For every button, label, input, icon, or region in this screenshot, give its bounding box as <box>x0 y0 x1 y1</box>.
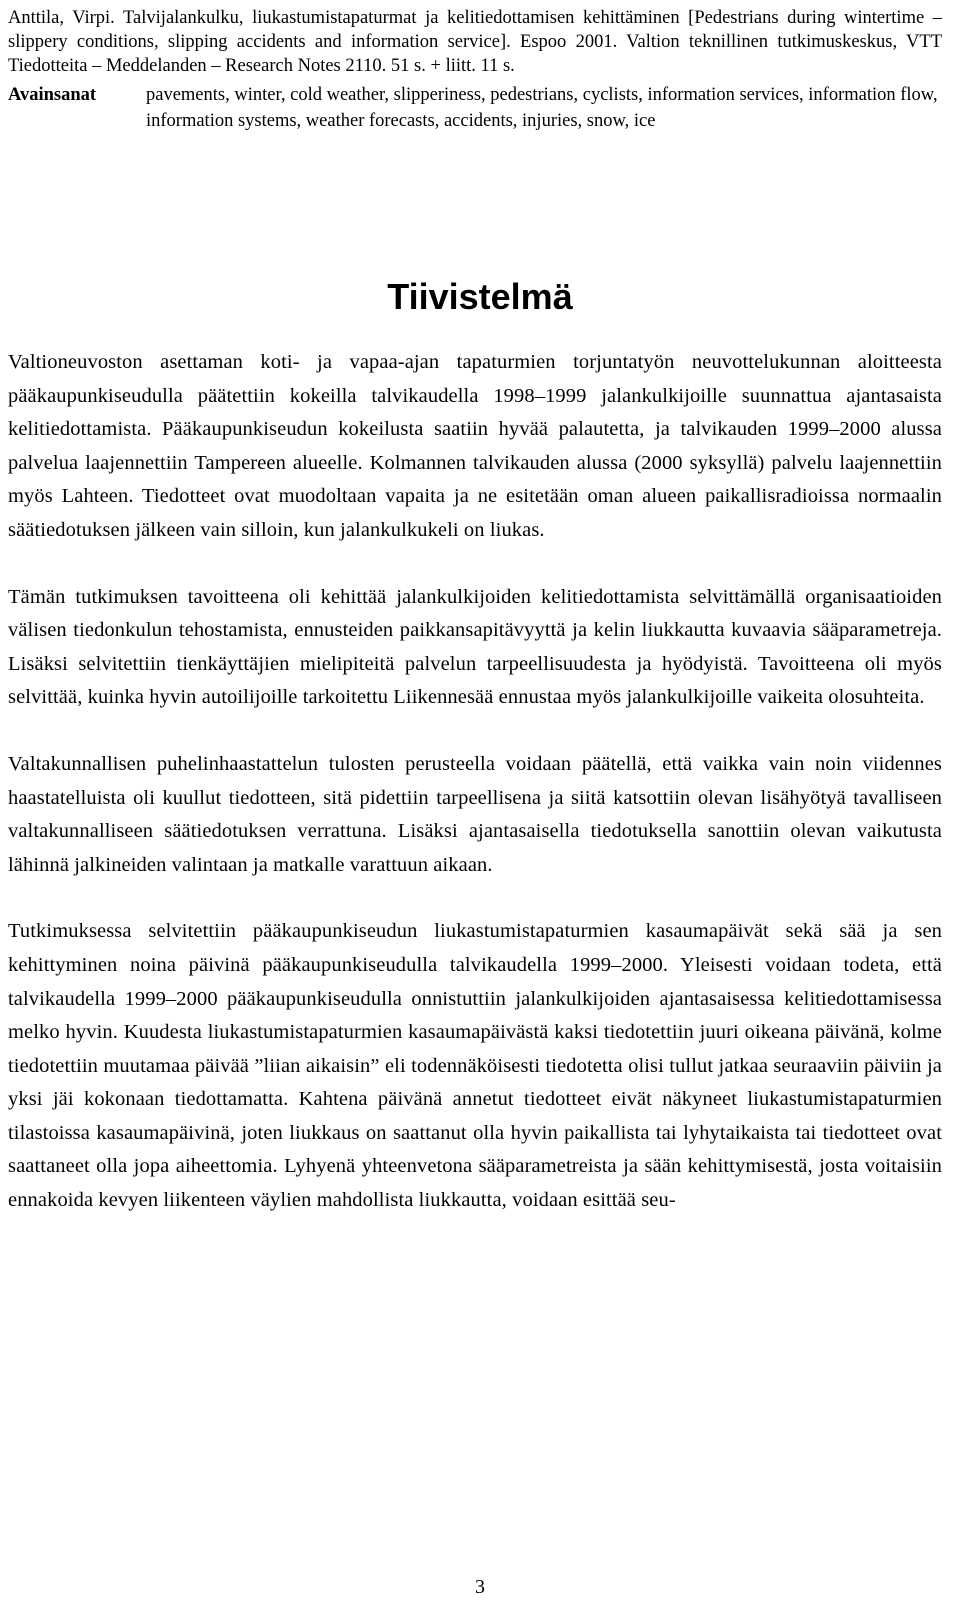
paragraph-3: Valtakunnallisen puhelinhaastattelun tulosten perusteella voidaan päätellä, että vaikka vain noin viidennes haastatelluista oli kuullut tiedotteen, sitä pidettiin tarpeellisena ja siitä katsottiin olevan lisähyötyä tavalliseen valtakunnalliseen säätiedotuksen verrattuna. Lisäksi ajantasaisella tiedotuksella sanottiin olevan vaikutusta lähinnä jalkineiden valintaan ja matkalle varattuun aikaan. <box>8 752 942 876</box>
paragraph-4: Tutkimuksessa selvitettiin pääkaupunkiseudun liukastumistapaturmien kasaumapäivät sekä sää ja sen kehittyminen noina päivinä pääkaupunkiseudulla talvikaudella 1999–2000. Yleisesti voidaan todeta, että talvikaudella 1999–2000 pääkaupunkiseudulla onnistuttiin jalankulkijoiden ajantasaisessa kelitiedottamisessa melko hyvin. Kuudesta liukastumistapaturmien kasaumapäivästä kaksi tiedotettiin juuri oikeana päivänä, kolme tiedotettiin muutamaa päivää ”liian aikaisin” eli todennäköisesti tiedotetta olisi tullut jatkaa seuraaviin päiviin ja yksi jäi kokonaan tiedottamatta. Kahtena päivänä annetut tiedotteet eivät näkyneet liukastumistapaturmien tilastoissa kasaumapäivinä, joten liukkaus on saattanut olla hyvin paikallista tai lyhytaikaista tai tiedotteet ovat saattaneet olla jopa aiheettomia. Lyhyenä yhteenvetona sääparametreista ja sään kehittymisestä, josta voitaisiin ennakoida kevyen liikenteen väylien mahdollista liukkautta, voidaan esittää seu- <box>8 920 942 1212</box>
bibliographic-citation: Anttila, Virpi. Talvijalankulku, liukastumistapaturmat ja kelitiedottamisen kehittäminen [Pedestrians during wintertime – slippery conditions, slipping accidents and information service]. Espoo 2001. Valtion teknillinen tutkimuskeskus, VTT Tiedotteita – Meddelanden – Research Notes 2110. 51 s. + liitt. 11 s. <box>8 8 942 76</box>
page-title: Tiivistelmä <box>387 276 573 317</box>
abstract-body <box>8 346 942 1251</box>
keywords-label: Avainsanat <box>8 85 97 105</box>
keywords-row <box>8 82 942 134</box>
paragraph-1: Valtioneuvoston asettaman koti- ja vapaa-ajan tapaturmien torjuntatyön neuvottelukunnan aloitteesta pääkaupunkiseudulla päätettiin kokeilla talvikaudella 1998–1999 jalankulkijoille suunnattua ajantasaista kelitiedottamista. Pääkaupunkiseudun kokeilusta saatiin hyvää palautetta, ja talvikauden 1999–2000 alussa palvelua laajennettiin Tampereen alueelle. Kolmannen talvikauden alussa (2000 syksyllä) palvelu laajennettiin myös Lahteen. Tiedotteet ovat muodoltaan vapaita ja ne esitetään oman alueen paikallisradioissa normaalin säätiedotuksen jälkeen vain silloin, kun jalankulkukeli on liukas. <box>8 351 942 541</box>
page-number: 3 <box>475 1576 485 1598</box>
paragraph-2: Tämän tutkimuksen tavoitteena oli kehittää jalankulkijoiden kelitiedottamista selvittämällä organisaatioiden välisen tiedonkulun tehostamista, ennusteiden paikkansapitävyyttä ja kelin liukkautta kuvaavia sääparametreja. Lisäksi selvitettiin tienkäyttäjien mielipiteitä palvelun tarpeellisuudesta ja hyödyistä. Tavoitteena oli myös selvittää, kuinka hyvin autoilijoille tarkoitettu Liikennesää ennustaa myös jalankulkijoille vaikeita olosuhteita. <box>8 585 942 709</box>
keywords-text: pavements, winter, cold weather, slipperiness, pedestrians, cyclists, information services, information flow, information systems, weather forecasts, accidents, injuries, snow, ice <box>146 85 938 131</box>
